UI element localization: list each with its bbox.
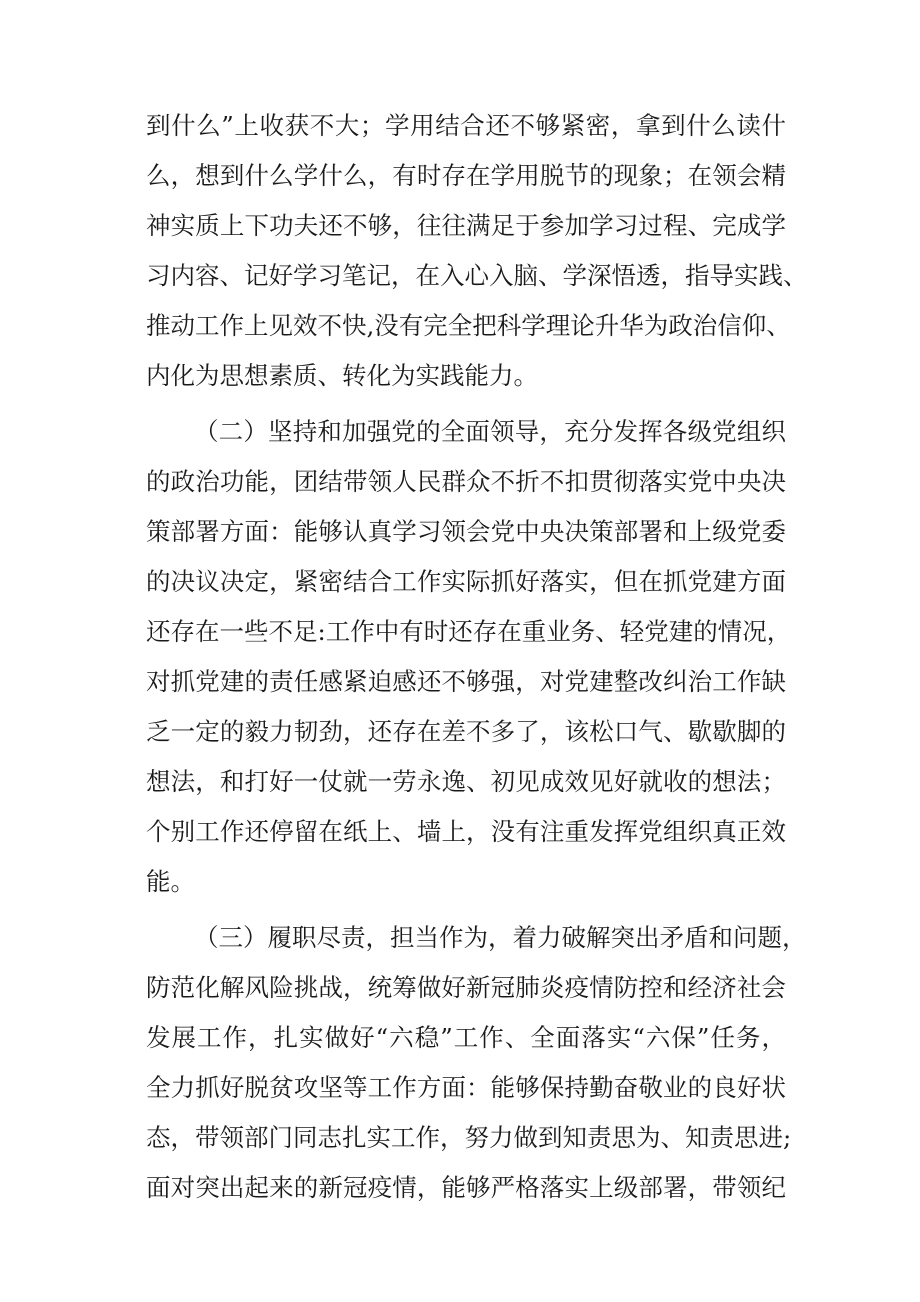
paragraph-start-line: （二）坚持和加强党的全面领导，充分发挥各级党组织 [194, 417, 786, 446]
text-line: 习内容、记好学习笔记，在入心入脑、学深悟透，指导实践、 [146, 261, 808, 290]
paragraph-start-line: （三）履职尽责，担当作为，着力破解突出矛盾和问题， [194, 923, 807, 952]
text-line: 面对突出起来的新冠疫情，能够严格落实上级部署，带领纪 [146, 1173, 786, 1202]
text-line: 发展工作，扎实做好“六稳”工作、全面落实“六保”任务， [146, 1023, 786, 1052]
text-line: 乏一定的毅力韧劲，还存在差不多了，该松口气、歇歇脚的 [146, 717, 786, 746]
text-line: 态，带领部门同志扎实工作，努力做到知责思为、知责思进; [146, 1123, 792, 1152]
text-line: 到什么”上收获不大；学用结合还不够紧密，拿到什么读什 [146, 111, 786, 140]
text-line: 全力抓好脱贫攻坚等工作方面：能够保持勤奋敬业的良好状 [146, 1073, 786, 1102]
text-line: 内化为思想素质、转化为实践能力。 [146, 361, 538, 390]
text-line: 神实质上下功夫还不够，往往满足于参加学习过程、完成学 [146, 211, 786, 240]
text-line: 还存在一些不足:工作中有时还存在重业务、轻党建的情况， [146, 617, 792, 646]
text-line: 个别工作还停留在纸上、墙上，没有注重发挥党组织真正效 [146, 817, 786, 846]
text-line: 对抓党建的责任感紧迫感还不够强，对党建整改纠治工作缺 [146, 667, 786, 696]
text-line: 能。 [146, 867, 195, 896]
text-line: 策部署方面：能够认真学习领会党中央决策部署和上级党委 [146, 517, 786, 546]
text-line: 推动工作上见效不快,没有完全把科学理论升华为政治信仰、 [146, 311, 791, 340]
text-line: 想法，和打好一仗就一劳永逸、初见成效见好就收的想法； [146, 767, 786, 796]
text-line: 的政治功能，团结带领人民群众不折不扣贯彻落实党中央决 [146, 467, 786, 496]
text-line: 的决议决定，紧密结合工作实际抓好落实，但在抓党建方面 [146, 567, 786, 596]
text-line: 防范化解风险挑战，统筹做好新冠肺炎疫情防控和经济社会 [146, 973, 786, 1002]
text-line: 么，想到什么学什么，有时存在学用脱节的现象；在领会精 [146, 161, 786, 190]
